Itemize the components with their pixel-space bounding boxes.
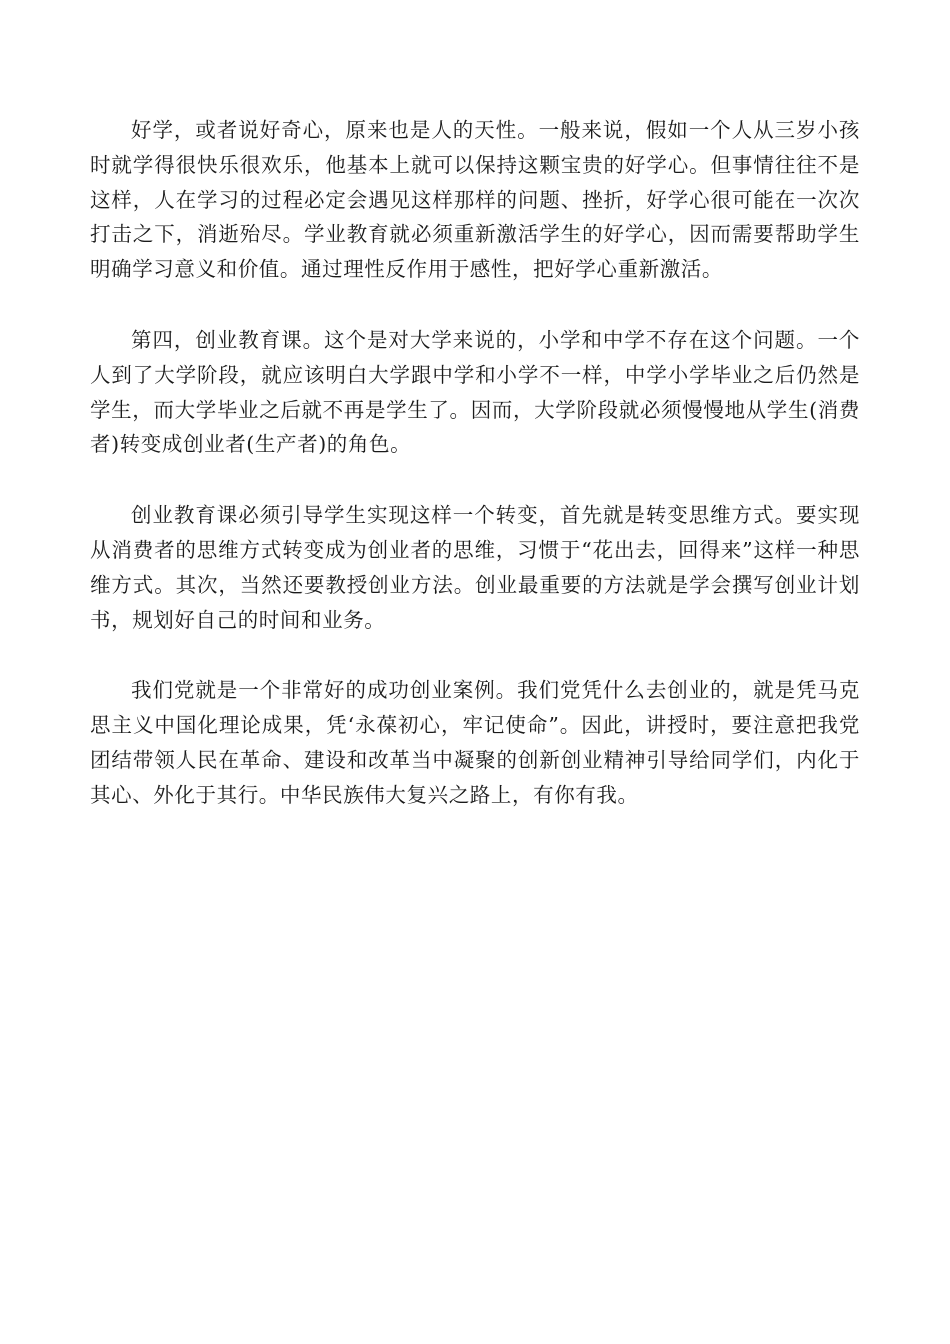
document-body bbox=[90, 113, 860, 849]
paragraph-entrepreneurship-course: 第四，创业教育课。这个是对大学来说的，小学和中学不存在这个问题。一个人到了大学阶段，就应该明白大学跟中学和小学不一样，中学小学毕业之后仍然是学生，而大学毕业之后就不再是学生了。因而，大学阶段就必须慢慢地从学生(消费者)转变成创业者(生产者)的角色。 bbox=[90, 327, 860, 457]
paragraph-mindset-change: 创业教育课必须引导学生实现这样一个转变，首先就是转变思维方式。要实现从消费者的思维方式转变成为创业者的思维，习惯于“花出去，回得来”这样一种思维方式。其次，当然还要教授创业方法。创业最重要的方法就是学会撰写创业计划书，规划好自己的时间和业务。 bbox=[90, 503, 860, 632]
paragraph-party-case: 我们党就是一个非常好的成功创业案例。我们党凭什么去创业的，就是凭马克思主义中国化理论成果，凭‘永葆初心，牢记使命”。因此，讲授时，要注意把我党团结带领人民在革命、建设和改革当中凝聚的创新创业精神引导给同学们，内化于其心、外化于其行。中华民族伟大复兴之路上，有你有我。 bbox=[90, 678, 860, 807]
paragraph-curiosity: 好学，或者说好奇心，原来也是人的天性。一般来说，假如一个人从三岁小孩时就学得很快乐很欢乐，他基本上就可以保持这颗宝贵的好学心。但事情往往不是这样，人在学习的过程必定会遇见这样那样的问题、挫折，好学心很可能在一次次打击之下，消逝殆尽。学业教育就必须重新激活学生的好学心，因而需要帮助学生明确学习意义和价值。通过理性反作用于感性，把好学心重新激活。 bbox=[90, 118, 860, 282]
